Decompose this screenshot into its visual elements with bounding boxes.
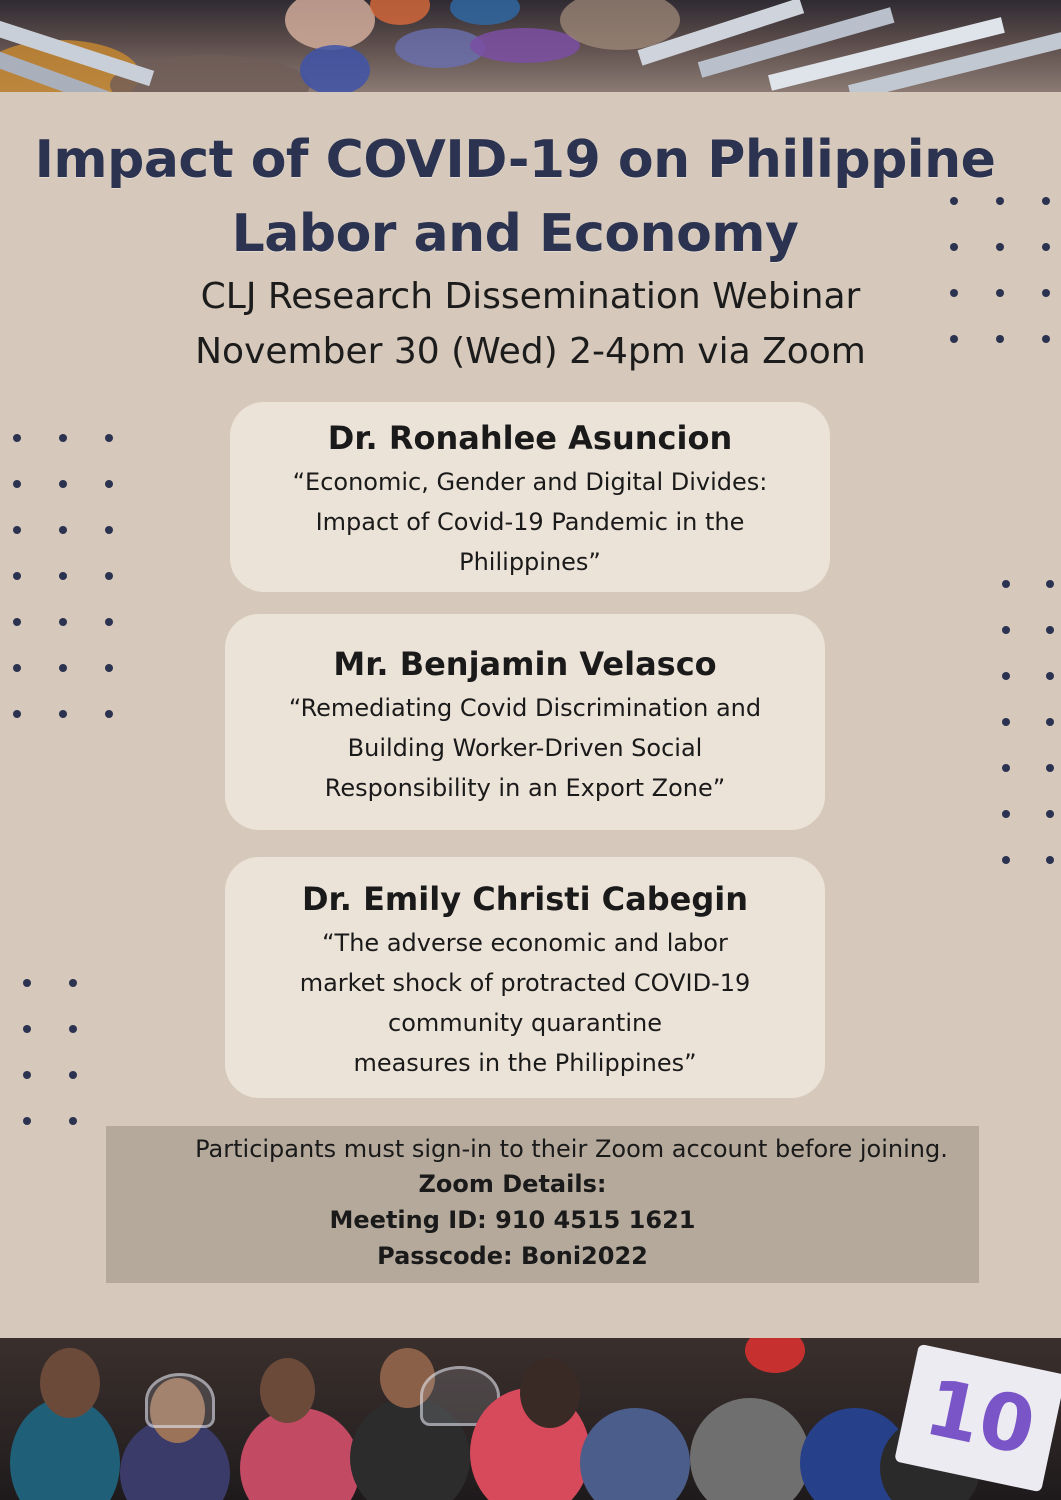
decorative-dot [59,572,67,580]
sign-in-notice: Participants must sign-in to their Zoom account before joining. [195,1135,948,1163]
decorative-dot [1042,289,1050,297]
decorative-dot [59,526,67,534]
decorative-dot [996,197,1004,205]
zoom-details-box [106,1126,979,1283]
decorative-dot [1042,197,1050,205]
decorative-dot [105,526,113,534]
speaker-card [225,614,825,830]
decorative-dot [105,572,113,580]
decorative-dot [1046,856,1054,864]
decorative-dot [105,710,113,718]
decorative-dot [59,664,67,672]
speaker-name: Dr. Emily Christi Cabegin [301,880,749,918]
decorative-dot [1002,856,1010,864]
decorative-dot [13,710,21,718]
decorative-dot [950,335,958,343]
title-line-2: Labor and Economy [231,204,799,264]
talk-title-line: community quarantine [388,1009,662,1037]
decorative-dot [13,434,21,442]
decorative-dot [996,243,1004,251]
sign-number: 10 [917,1362,1043,1474]
decorative-dot [1046,810,1054,818]
decorative-dot [13,526,21,534]
speaker-card [225,857,825,1098]
meeting-id: Meeting ID: 910 4515 1621 [329,1206,696,1234]
talk-title-line: “Remediating Covid Discrimination and [288,694,762,722]
decorative-dot [59,618,67,626]
decorative-dot [1042,335,1050,343]
crowd-photo [0,1338,1061,1500]
decorative-dot [1046,764,1054,772]
decorative-dot [105,618,113,626]
talk-title [225,688,825,808]
decorative-dot [1046,626,1054,634]
event-name: CLJ Research Dissemination Webinar [200,276,861,317]
talk-title-line: Responsibility in an Export Zone” [324,774,726,802]
decorative-dot [1002,718,1010,726]
decorative-dot [23,1025,31,1033]
decorative-dot [996,335,1004,343]
decorative-dot [13,618,21,626]
talk-title-line: “The adverse economic and labor [322,929,728,957]
decorative-dot [13,572,21,580]
talk-title-line: Impact of Covid-19 Pandemic in the [315,508,745,536]
talk-title-line: Philippines” [459,548,601,576]
decorative-dot [950,289,958,297]
speaker-name: Mr. Benjamin Velasco [333,645,717,683]
decorative-dot [59,480,67,488]
decorative-dot [1002,672,1010,680]
decorative-dot [105,480,113,488]
decorative-dot [69,1025,77,1033]
decorative-dot [105,664,113,672]
decorative-dot [59,710,67,718]
decorative-dot [950,243,958,251]
page-title [0,112,1030,282]
decorative-dot [105,434,113,442]
talk-title [230,462,830,582]
decorative-dot [13,664,21,672]
decorative-dot [59,434,67,442]
talk-title-line: “Economic, Gender and Digital Divides: [292,468,768,496]
decorative-dot [1046,672,1054,680]
event-schedule: November 30 (Wed) 2-4pm via Zoom [195,331,866,372]
talk-title [225,923,825,1083]
decorative-dot [950,197,958,205]
decorative-dot [1046,580,1054,588]
passcode: Passcode: Boni2022 [377,1242,648,1270]
decorative-dot [69,1071,77,1079]
decorative-dot [1002,580,1010,588]
decorative-dot [69,1117,77,1125]
speaker-card [230,402,830,592]
decorative-dot [1002,626,1010,634]
decorative-dot [23,1071,31,1079]
talk-title-line: measures in the Philippines” [353,1049,697,1077]
title-line-1: Impact of COVID-19 on Philippine [34,130,996,190]
street-market-photo [0,0,1061,92]
talk-title-line: market shock of protracted COVID-19 [299,969,751,997]
decorative-dot [69,979,77,987]
decorative-dot [23,979,31,987]
decorative-dot [1002,810,1010,818]
decorative-dot [1046,718,1054,726]
talk-title-line: Building Worker-Driven Social [347,734,703,762]
decorative-dot [996,289,1004,297]
decorative-dot [1042,243,1050,251]
speaker-name: Dr. Ronahlee Asuncion [327,419,733,457]
decorative-dot [13,480,21,488]
decorative-dot [1002,764,1010,772]
zoom-details-heading: Zoom Details: [418,1170,607,1198]
decorative-dot [23,1117,31,1125]
